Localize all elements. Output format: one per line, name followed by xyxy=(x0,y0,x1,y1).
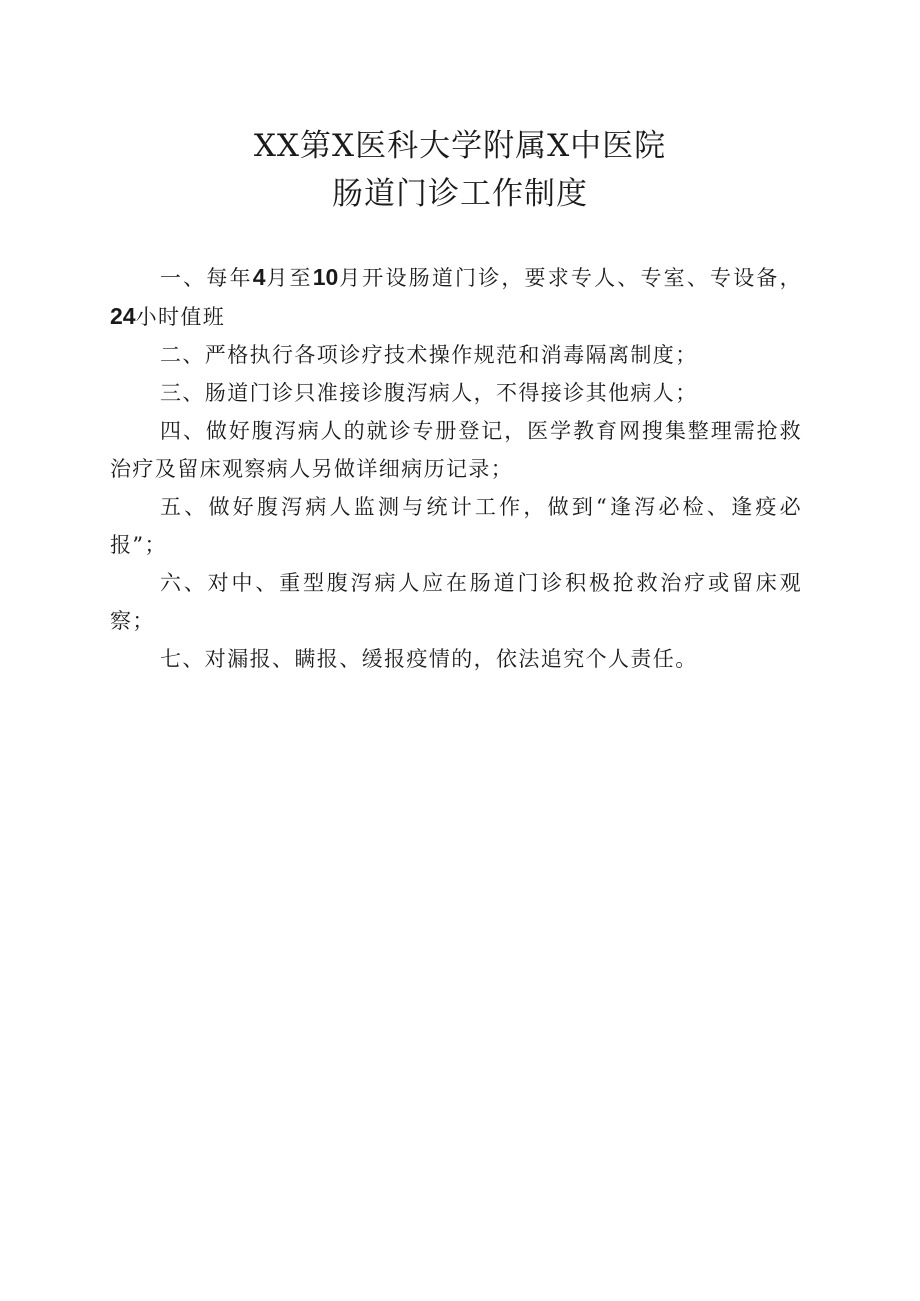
rule-item-1 xyxy=(110,258,802,336)
rule-1-number-month-start: 4 xyxy=(252,264,266,290)
rule-1-text-b: 月至 xyxy=(265,266,313,290)
rule-1-text-a: 一、每年 xyxy=(160,266,253,290)
rule-item-7: 七、对漏报、瞒报、缓报疫情的，依法追究个人责任。 xyxy=(160,647,698,671)
title-regulation-name: 肠道门诊工作制度 xyxy=(332,176,588,212)
rule-1-text-d: 小时值班 xyxy=(135,305,226,329)
document-body xyxy=(110,258,802,678)
rule-item-5: 五、做好腹泻病人监测与统计工作，做到“逢泻必检、逢疫必报”； xyxy=(110,495,802,557)
document-title xyxy=(0,124,920,216)
rule-1-number-month-end: 10 xyxy=(312,264,339,290)
rule-item-2: 二、严格执行各项诊疗技术操作规范和消毒隔离制度； xyxy=(160,343,698,367)
rule-item-3: 三、肠道门诊只准接诊腹泻病人，不得接诊其他病人； xyxy=(160,381,698,405)
rule-item-4: 四、做好腹泻病人的就诊专册登记，医学教育网搜集整理需抢救治疗及留床观察病人另做详细病历记录； xyxy=(110,419,802,481)
title-hospital-name: XX第X医科大学附属X中医院 xyxy=(253,128,667,164)
rule-1-text-c: 月开设肠道门诊，要求专人、专室、专设备， xyxy=(338,266,802,290)
rule-1-number-hours: 24 xyxy=(110,303,136,329)
rule-item-6: 六、对中、重型腹泻病人应在肠道门诊积极抢救治疗或留床观察； xyxy=(110,571,802,633)
